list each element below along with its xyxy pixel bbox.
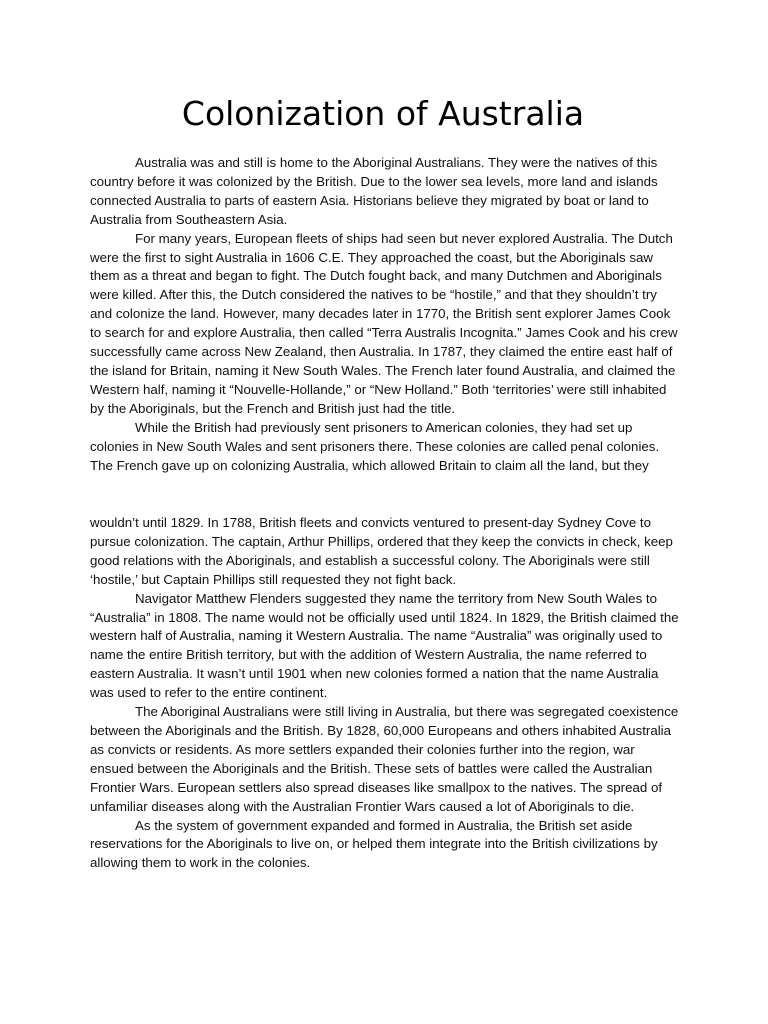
paragraph-penal-colonies: While the British had previously sent prisoners to American colonies, they had set up colonies in New South Wales and sent prisoners there. These colonies are called penal colonies. The French gave up on colonizing Australia, which allowed Britain to claim all the land, but they <box>90 419 660 473</box>
paragraph-penal-colonies-continued: wouldn’t until 1829. In 1788, British fleets and convicts ventured to present-day Sydney Cove to pursue colonization. The captain, Arthur Phillips, ordered that they keep the convicts in check, keep good relations with the Aboriginals, and establish a successful colony. The Aboriginals were still ‘hostile,’ but Captain Phillips still requested they not fight back. <box>90 515 673 587</box>
body-text-top <box>90 154 680 475</box>
paragraph-naming-australia: Navigator Matthew Flenders suggested they name the territory from New South Wales to “Australia” in 1808. The name would not be officially used until 1824. In 1829, the British claimed the western half of Australia, naming it Western Australia. The name “Australia” was originally used to name the entire British territory, but with the addition of Western Australia, the name referred to eastern Australia. It wasn’t until 1901 when new colonies formed a nation that the name Australia was used to refer to the entire continent. <box>90 590 679 701</box>
paragraph-frontier-wars: The Aboriginal Australians were still living in Australia, but there was segregated coexistence between the Aboriginals and the British. By 1828, 60,000 Europeans and others inhabited Australia as convicts or residents. As more settlers expanded their colonies further into the region, war ensued between the Aboriginals and the British. These sets of battles were called the Australian Frontier Wars. European settlers also spread diseases like smallpox to the natives. The spread of unfamiliar diseases along with the Australian Frontier Wars caused a lot of Aboriginals to die. <box>90 704 679 814</box>
document-title: Colonization of Australia <box>181 94 585 133</box>
body-text-bottom <box>90 514 680 873</box>
paragraph-european-exploration: For many years, European fleets of ships had seen but never explored Australia. The Dutch were the first to sight Australia in 1606 C.E. They approached the coast, but the Aboriginals saw them as a threat and began to fight. The Dutch fought back, and many Dutchmen and Aboriginals were killed. After this, the Dutch considered the natives to be “hostile,” and that they shouldn’t try and colonize the land. However, many decades later in 1770, the British sent explorer James Cook to search for and explore Australia, then called “Terra Australis Incognita.” James Cook and his crew successfully came across New Zealand, then Australia. In 1787, they claimed the entire east half of the island for Britain, naming it New South Wales. The French later found Australia, and claimed the Western half, naming it “Nouvelle-Hollande,” or “New Holland.” Both ‘territories’ were still inhabited by the Aboriginals, but the French and British just had the title. <box>90 230 678 416</box>
paragraph-aboriginal-origins: Australia was and still is home to the Aboriginal Australians. They were the natives of this country before it was colonized by the British. Due to the lower sea levels, more land and islands connected Australia to parts of eastern Asia. Historians believe they migrated by boat or land to Australia from Southeastern Asia. <box>90 155 658 227</box>
paragraph-reservations: As the system of government expanded and formed in Australia, the British set aside reservations for the Aboriginals to live on, or helped them integrate into the British civilizations by allowing them to work in the colonies. <box>90 817 658 871</box>
